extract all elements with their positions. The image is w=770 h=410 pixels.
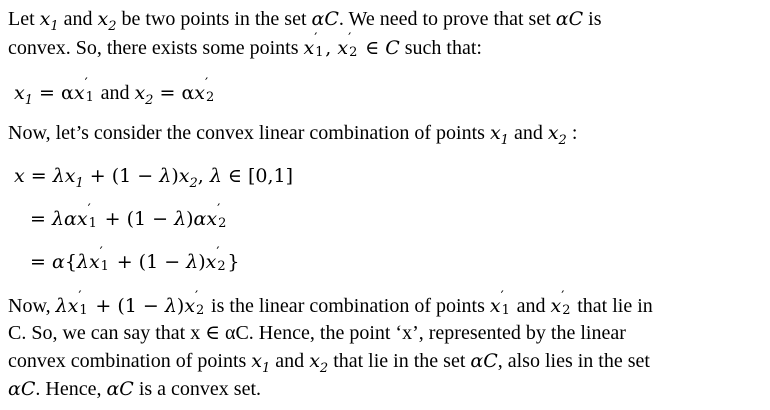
math-x1-prime: x ′ 1 xyxy=(489,289,510,318)
text: . We need to prove that set xyxy=(338,8,556,30)
math-x1: $x_1$ xyxy=(14,82,33,108)
math-x2: $x_2$ xyxy=(134,82,154,108)
math-c: C xyxy=(385,37,400,59)
math-x1: $x_1$ xyxy=(251,350,271,376)
text: is xyxy=(583,8,602,30)
text: that lie in the set xyxy=(328,350,471,372)
text: : xyxy=(566,122,578,144)
math-x2: $x_2$ xyxy=(178,165,198,191)
text: and xyxy=(95,82,135,104)
text: is a convex set. xyxy=(133,378,262,400)
equation-line-7: = α{λx ′ 1 + (1 − λ)x ′ 2 } xyxy=(30,245,240,274)
equation-line-3: $x_1 = \alpha x$ ′ 1 and $x_2 = \alpha x$ ′ 2 xyxy=(14,76,215,108)
text: C. So, we can say that x ∈ αC. Hence, the point ‘x’, represented by the linear xyxy=(8,322,626,344)
text: convex combination of points xyxy=(8,350,252,372)
text: and xyxy=(58,8,98,30)
text: is the linear combination of points xyxy=(206,295,490,317)
text-line-1 xyxy=(8,6,601,35)
text: that lie in xyxy=(572,295,653,317)
text: and xyxy=(270,350,310,372)
math-alpha-c: αC xyxy=(311,8,339,30)
math-alpha-x2-prime: αx ′ 2 xyxy=(193,202,227,231)
math-x2: $x_2$ xyxy=(97,8,117,34)
text: Now, let’s consider the convex linear combination of points xyxy=(8,122,490,144)
math-x2-prime: x ′ 2 xyxy=(194,76,215,105)
text-line-4 xyxy=(8,120,577,149)
text-line-2: convex. So, there exists some points x ′ 1 , x ′ 2 ∈ C such that: xyxy=(8,31,482,60)
math-x2-prime: x ′ 2 xyxy=(337,31,358,60)
math-alpha-c: αC xyxy=(470,350,498,372)
text: and xyxy=(508,122,548,144)
text: . Hence, xyxy=(35,378,107,400)
math-lambda-x1-prime: λx ′ 1 xyxy=(55,289,88,318)
math-x1-prime: x ′ 1 xyxy=(303,31,324,60)
math-x2-prime: x ′ 2 xyxy=(550,289,571,318)
text: Let xyxy=(8,8,40,30)
math-x2: $x_2$ xyxy=(547,122,567,148)
math-x2: $x_2$ xyxy=(309,350,329,376)
text: and xyxy=(511,295,551,317)
math-x2-prime: x ′ 2 xyxy=(184,289,205,318)
math-lambda-x1-prime: λx ′ 1 xyxy=(76,245,109,274)
text-line-9 xyxy=(8,320,626,346)
text: be two points in the set xyxy=(116,8,312,30)
math-alpha-c: αC xyxy=(106,378,134,400)
math-alpha-c: αC xyxy=(8,378,36,400)
math-alpha-c: αC xyxy=(555,8,584,30)
math-x1: $x_1$ xyxy=(39,8,59,34)
text: Now, xyxy=(8,295,56,317)
math-x1: $x_1$ xyxy=(489,122,509,148)
text: such that: xyxy=(399,37,482,59)
equation-line-6: = λαx ′ 1 + (1 − λ)αx ′ 2 xyxy=(30,202,227,231)
text-line-10 xyxy=(8,348,650,377)
text: , also lies in the set xyxy=(497,350,650,372)
math-x1-prime: x ′ 1 xyxy=(73,76,94,105)
math-lambda-alpha-x1-prime: λαx ′ 1 xyxy=(51,202,97,231)
text: convex. So, there exists some points xyxy=(8,37,304,59)
text-line-11 xyxy=(8,376,261,402)
text-line-8: Now, λx ′ 1 + (1 − λ)x ′ 2 is the linear combination of points x ′ 1 and x ′ 2 that lie in xyxy=(8,289,653,318)
equation-line-5: $x = \lambda x_1 + (1 - \lambda)x_2$, λ ∈ [0,1] xyxy=(14,165,294,191)
math-x2-prime: x ′ 2 xyxy=(205,245,226,274)
math-lambda-x1: $\lambda x_1$ xyxy=(52,165,84,191)
